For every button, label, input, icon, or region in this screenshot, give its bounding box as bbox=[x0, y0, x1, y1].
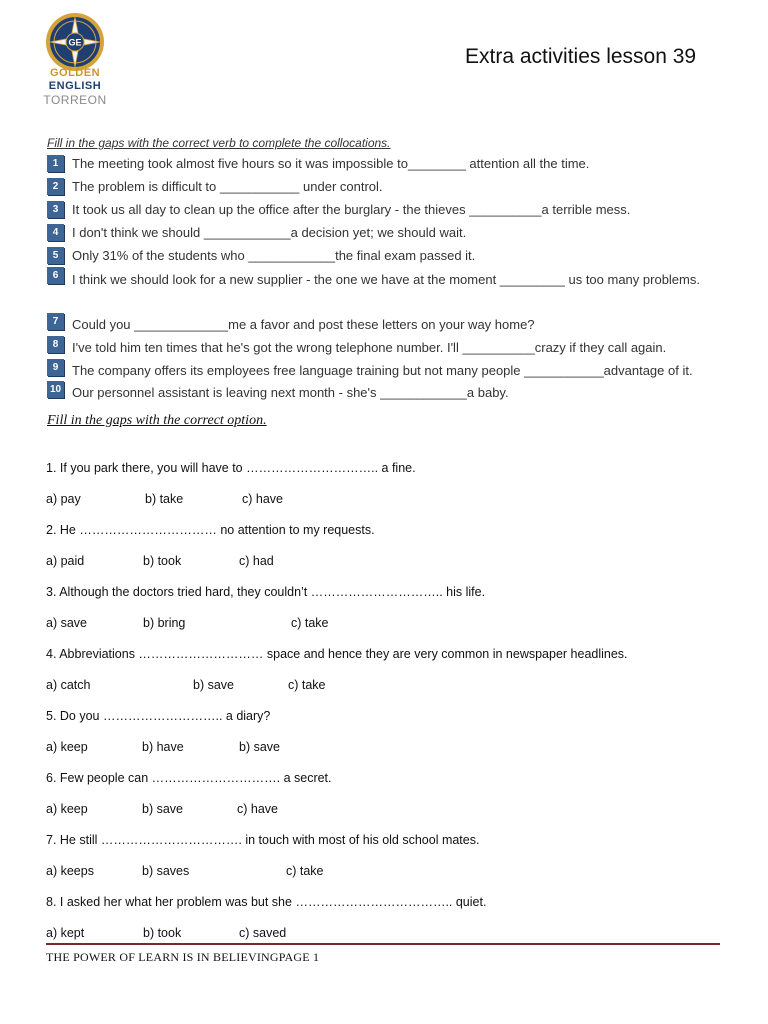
collocation-item bbox=[47, 199, 630, 219]
option-c: c) have bbox=[242, 492, 283, 506]
question-text: 3. Although the doctors tried hard, they couldn’t ………………………….. his life. bbox=[46, 585, 486, 599]
logo-line3: TORREON bbox=[43, 93, 107, 107]
option-a: a) keeps bbox=[46, 864, 94, 878]
option-a: a) paid bbox=[46, 554, 85, 568]
item-text: The company offers its employees free language training but not many people ___________advantage of it. bbox=[72, 362, 693, 378]
question-text: 4. Abbreviations ………………………… space and hence they are very common in newspaper headlines. bbox=[46, 647, 628, 661]
option-a: a) keep bbox=[46, 740, 88, 754]
option-c: c) have bbox=[237, 802, 278, 816]
collocation-item bbox=[47, 265, 700, 285]
item-number-badge: 7 bbox=[47, 313, 64, 330]
logo bbox=[40, 10, 130, 110]
option-b: b) took bbox=[143, 554, 182, 568]
item-number-badge: 1 bbox=[47, 155, 64, 172]
section1-instruction: Fill in the gaps with the correct verb to complete the collocations. bbox=[47, 136, 391, 150]
question-text: 2. He …………………………… no attention to my requests. bbox=[46, 523, 375, 537]
option-c: b) save bbox=[239, 740, 280, 754]
section2-instruction: Fill in the gaps with the correct option. bbox=[47, 413, 267, 428]
item-number-badge: 3 bbox=[47, 201, 64, 218]
item-text: It took us all day to clean up the office after the burglary - the thieves __________a terrible mess. bbox=[72, 201, 631, 217]
option-a: a) catch bbox=[46, 678, 91, 692]
option-c: c) take bbox=[286, 864, 324, 878]
collocation-item bbox=[47, 222, 466, 242]
option-a: a) pay bbox=[46, 492, 81, 506]
logo-emblem-text: GE bbox=[68, 37, 82, 48]
option-b: b) saves bbox=[142, 864, 190, 878]
option-b: b) took bbox=[143, 926, 182, 940]
option-b: b) have bbox=[142, 740, 184, 754]
item-text: I've told him ten times that he's got the wrong telephone number. I'll __________crazy if they call again. bbox=[72, 339, 667, 355]
option-a: a) kept bbox=[46, 926, 85, 940]
item-number-badge: 6 bbox=[47, 267, 64, 284]
collocation-item bbox=[47, 245, 475, 265]
footer-divider bbox=[46, 943, 720, 945]
item-text: Our personnel assistant is leaving next month - she's ____________a baby. bbox=[72, 384, 509, 400]
item-number-badge: 8 bbox=[47, 336, 64, 353]
option-b: b) bring bbox=[143, 616, 186, 630]
collocation-item bbox=[47, 379, 509, 399]
item-number-badge: 9 bbox=[47, 359, 64, 376]
option-b: b) take bbox=[145, 492, 184, 506]
item-text: The meeting took almost five hours so it was impossible to________ attention all the time. bbox=[72, 155, 590, 171]
question-text: 7. He still ……………………………. in touch with most of his old school mates. bbox=[46, 833, 480, 847]
option-a: a) keep bbox=[46, 802, 88, 816]
item-number-badge: 5 bbox=[47, 247, 64, 264]
option-b: b) save bbox=[193, 678, 234, 692]
question-text: 1. If you park there, you will have to ………………………….. a fine. bbox=[46, 461, 416, 475]
collocation-item bbox=[47, 311, 535, 331]
item-text: I think we should look for a new supplier - the one we have at the moment _________ us too many problems. bbox=[72, 271, 700, 287]
question-text: 6. Few people can …………………………. a secret. bbox=[46, 771, 332, 785]
question-text: 5. Do you ……………………….. a diary? bbox=[46, 709, 271, 723]
logo-line2: ENGLISH bbox=[48, 80, 102, 92]
option-c: c) saved bbox=[239, 926, 287, 940]
compass-emblem-icon bbox=[45, 12, 105, 72]
collocation-item bbox=[47, 176, 383, 196]
footer-text: THE POWER OF LEARN IS IN BELIEVINGPAGE 1 bbox=[46, 950, 320, 964]
option-c: c) take bbox=[291, 616, 329, 630]
logo-line1: GOLDEN bbox=[49, 67, 101, 79]
option-c: c) take bbox=[288, 678, 326, 692]
page-title: Extra activities lesson 39 bbox=[465, 45, 697, 68]
option-b: b) save bbox=[142, 802, 183, 816]
item-text: Could you _____________me a favor and post these letters on your way home? bbox=[72, 316, 535, 332]
option-a: a) save bbox=[46, 616, 87, 630]
collocation-item bbox=[47, 153, 589, 173]
item-number-badge: 4 bbox=[47, 224, 64, 241]
collocation-item bbox=[47, 357, 693, 377]
question-text: 8. I asked her what her problem was but she ……………………………….. quiet. bbox=[46, 895, 487, 909]
item-text: The problem is difficult to ___________ under control. bbox=[72, 178, 383, 194]
item-number-badge: 2 bbox=[47, 178, 64, 195]
item-text: Only 31% of the students who ____________the final exam passed it. bbox=[72, 247, 476, 263]
collocation-item bbox=[47, 334, 666, 354]
option-c: c) had bbox=[239, 554, 274, 568]
item-text: I don't think we should ____________a decision yet; we should wait. bbox=[72, 224, 467, 240]
item-number-badge: 10 bbox=[47, 381, 64, 398]
